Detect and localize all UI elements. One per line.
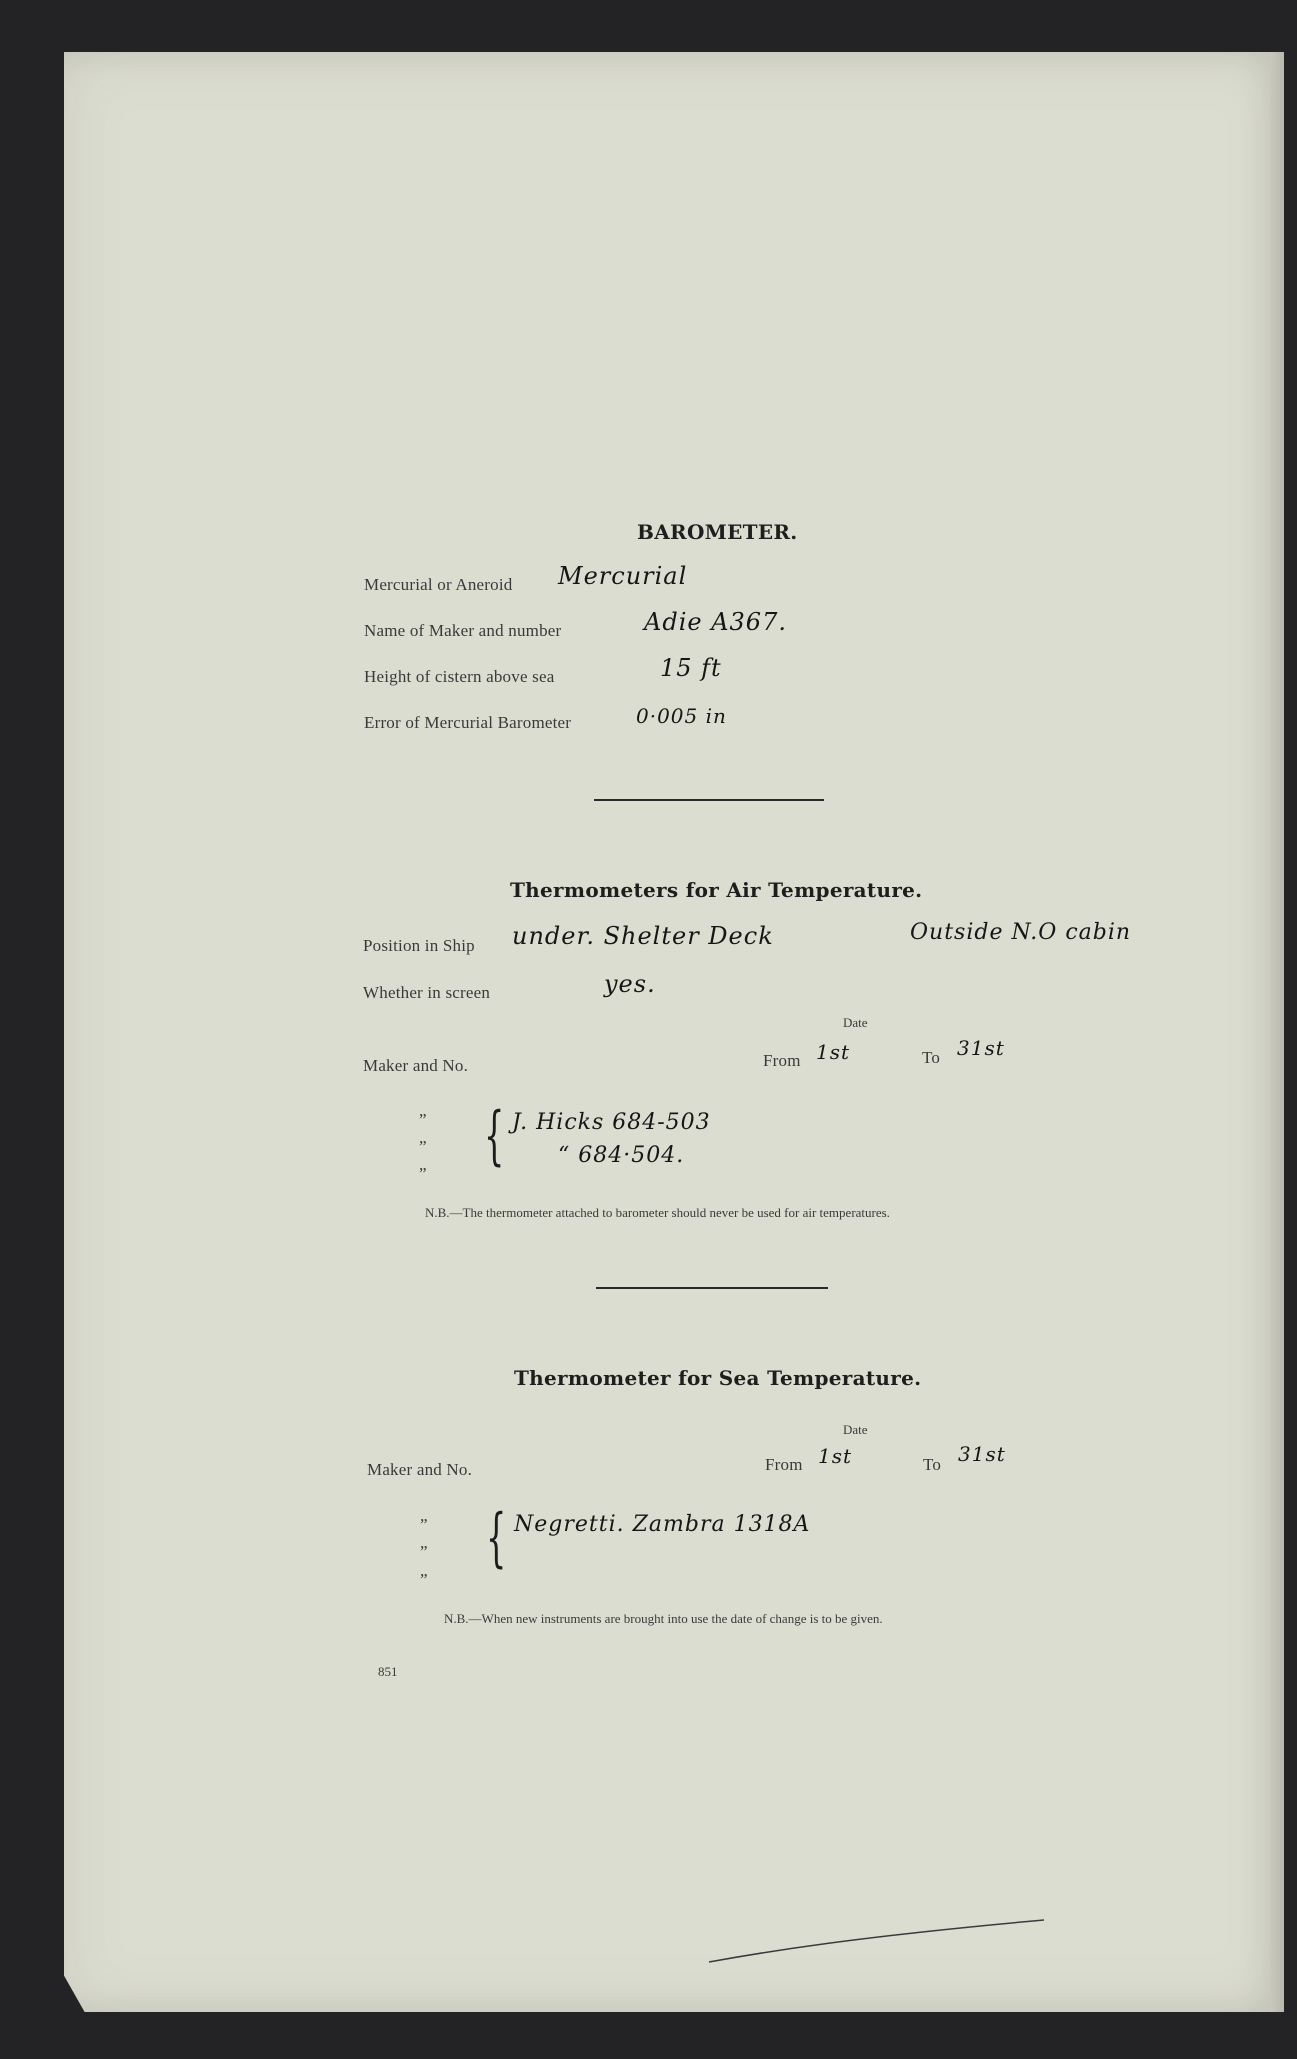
air-ditto-2: ”: [419, 1137, 427, 1156]
page-edge: [1270, 52, 1284, 2012]
sea-ditto-2: ”: [420, 1542, 428, 1561]
air-to-value: 31st: [957, 1036, 1005, 1060]
air-ditto-1: ”: [419, 1110, 427, 1129]
sea-to-value: 31st: [958, 1442, 1006, 1466]
whether-in-screen-label: Whether in screen: [363, 983, 491, 1002]
cistern-height-value: 15 ft: [660, 654, 722, 682]
air-date-label: Date: [843, 1015, 868, 1030]
sea-ditto-3: ”: [420, 1570, 428, 1589]
air-from-label: From: [763, 1051, 801, 1070]
sea-maker-label: Maker and No.: [367, 1460, 473, 1479]
maker-number-label: Name of Maker and number: [364, 621, 562, 640]
position-in-ship-value-2: Outside N.O cabin: [910, 920, 1132, 945]
sea-instrument: Negretti. Zambra 1318A: [514, 1512, 811, 1537]
sea-note: N.B.—When new instruments are brought into use the date of change is to be given.: [444, 1611, 883, 1626]
pen-stroke-mark: [704, 1912, 1064, 1972]
air-instruments-brace: {: [484, 1099, 505, 1173]
mercurial-or-aneroid-label: Mercurial or Aneroid: [364, 575, 513, 594]
sea-thermometer-heading: Thermometer for Sea Temperature.: [514, 1366, 922, 1390]
air-instrument-2: “ 684·504.: [558, 1143, 685, 1168]
page-corner-fold: [54, 1958, 88, 2018]
sea-instruments-brace: {: [486, 1501, 507, 1575]
whether-in-screen-value: yes.: [604, 970, 656, 998]
position-in-ship-value: under. Shelter Deck: [512, 922, 774, 950]
air-thermometers-heading: Thermometers for Air Temperature.: [510, 878, 923, 902]
maker-number-value: Adie A367.: [644, 608, 787, 636]
mercurial-or-aneroid-value: Mercurial: [558, 562, 688, 590]
air-from-value: 1st: [816, 1040, 851, 1064]
sea-ditto-1: ”: [420, 1515, 428, 1534]
air-instrument-1: J. Hicks 684-503: [512, 1110, 711, 1135]
air-ditto-3: ”: [419, 1164, 427, 1183]
section-divider: [594, 799, 824, 801]
section-divider: [596, 1287, 828, 1289]
cistern-height-label: Height of cistern above sea: [364, 667, 555, 686]
air-to-label: To: [922, 1048, 941, 1067]
barometer-error-value: 0·005 in: [636, 704, 727, 728]
air-note: N.B.—The thermometer attached to barometer should never be used for air temperatures.: [425, 1205, 890, 1220]
barometer-error-label: Error of Mercurial Barometer: [364, 713, 572, 732]
page-number: 851: [378, 1664, 398, 1679]
barometer-heading: BAROMETER.: [637, 520, 798, 544]
position-in-ship-label: Position in Ship: [363, 936, 475, 955]
sea-date-label: Date: [843, 1422, 868, 1437]
sea-from-value: 1st: [818, 1444, 853, 1468]
sea-to-label: To: [923, 1455, 942, 1474]
sea-from-label: From: [765, 1455, 803, 1474]
document-page: [64, 52, 1284, 2012]
air-maker-label: Maker and No.: [363, 1056, 469, 1075]
